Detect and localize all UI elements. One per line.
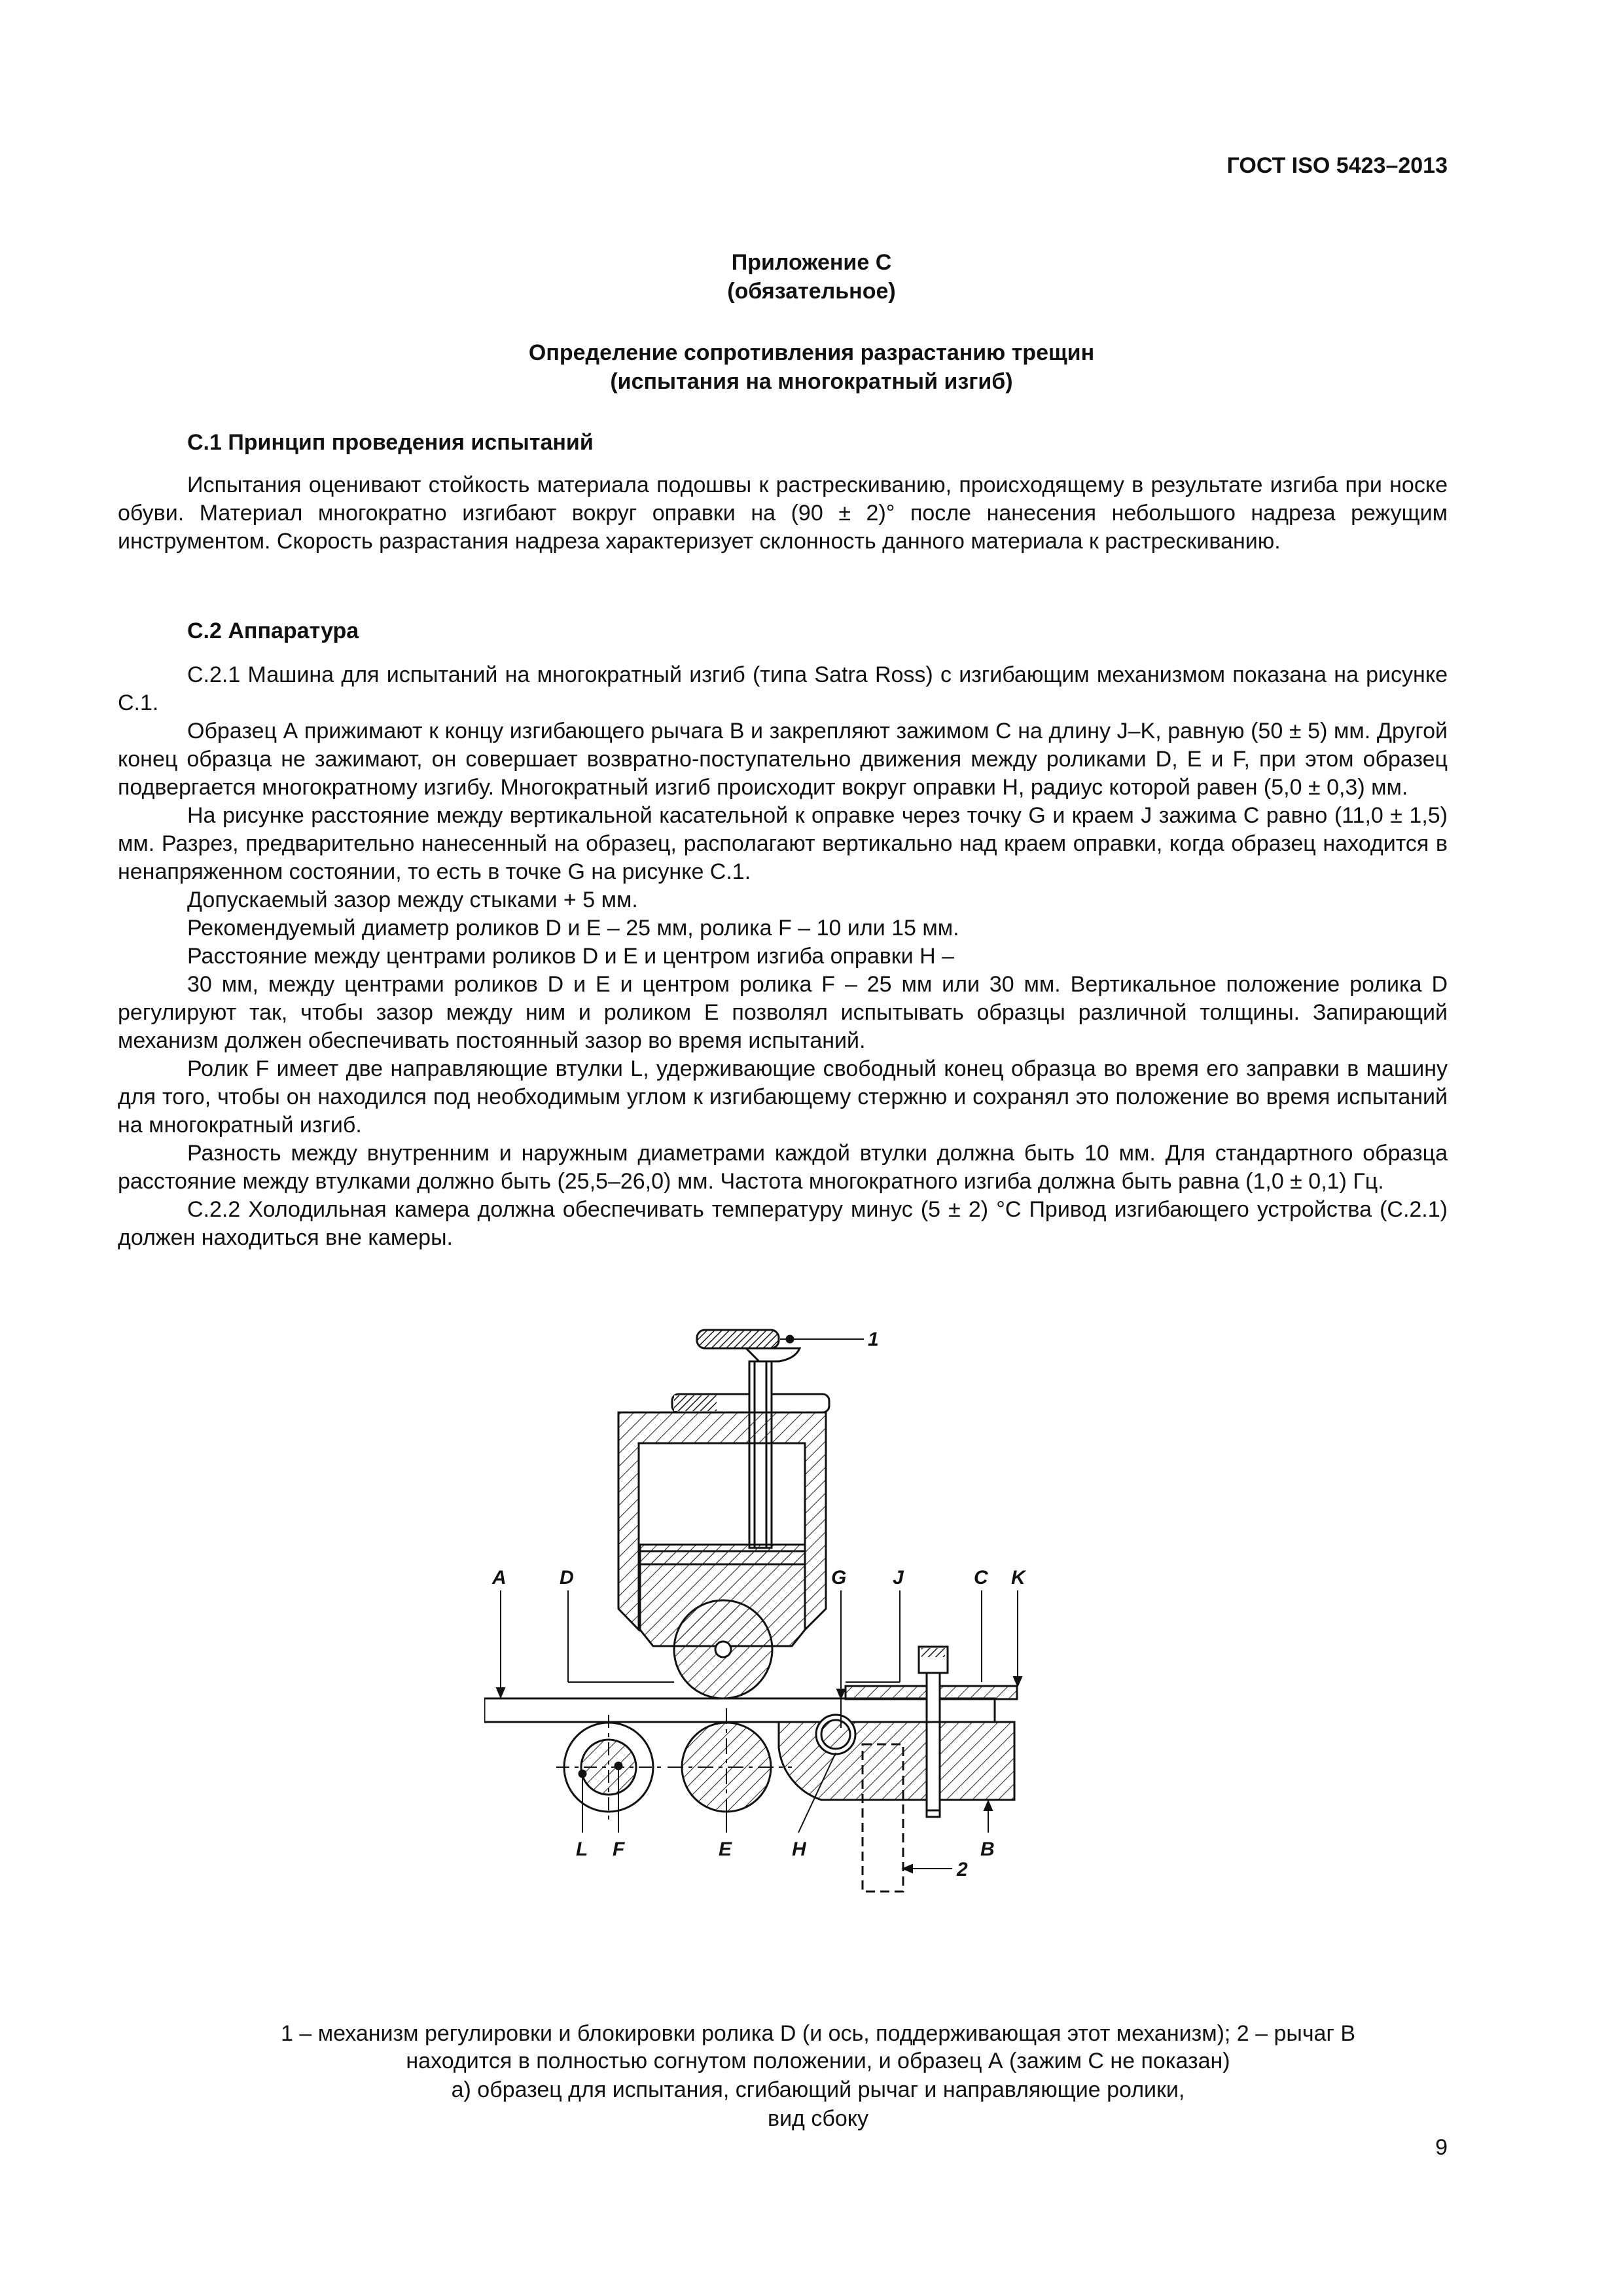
label-c: C [974,1567,988,1588]
section-c1-heading: С.1 Принцип проведения испытаний [187,430,594,455]
label-a: A [492,1567,507,1588]
holder-plate [640,1545,805,1564]
page-number: 9 [1435,2135,1448,2160]
specimen-a [484,1698,995,1722]
paragraph: На рисунке расстояние между вертикальной касательной к оправке через точку G и краем J зажима С равно (11,0 ± 1,5) мм. Разрез, предварительно нанесенный на образец, располагают вертикально над краем оправки, когда образец находится в ненапряженном состоянии, то есть в точке G на рисунке С.1. [118,803,1448,884]
label-2: 2 [957,1859,968,1880]
roller-d-axle [715,1641,731,1657]
paragraph: 30 мм, между центрами роликов D и E и центром ролика F – 25 мм или 30 мм. Вертикальное положение ролика D регулируют так, чтобы зазор между ним и роликом E позволял испытывать образцы различной толщины. Запирающий механизм должен обеспечивать постоянный зазор во время испытаний. [118,972,1448,1053]
paragraph: Испытания оценивают стойкость материала подошвы к растрескиванию, происходящему в результате изгиба при носке обуви. Материал многократно изгибают вокруг оправки на (90 ± 2)° после нанесения небольшого надреза режущим инструментом. Скорость разрастания надреза характеризует склонность данного материала к растрескиванию. [118,473,1448,554]
label-e: E [719,1839,732,1860]
paragraph: Рекомендуемый диаметр роликов D и E – 25 мм, ролика F – 10 или 15 мм. [187,916,959,941]
label-h: H [792,1839,806,1860]
paragraph: С.2.2 Холодильная камера должна обеспечивать температуру минус (5 ± 2) °С Привод изгибающего устройства (С.2.1) должен находиться вне камеры. [118,1197,1448,1250]
paragraph: Разность между внутренним и наружным диаметрами каждой втулки должна быть 10 мм. Для стандартного образца расстояние между втулками должно быть (25,5–26,0) мм. Частота многократного изгиба должна быть равна (1,0 ± 0,1) Гц. [118,1141,1448,1194]
bending-lever [779,1722,1014,1800]
figure-svg [484,1316,1178,1996]
knob-collar [746,1348,800,1361]
paragraph: Образец А прижимают к концу изгибающего рычага В и закрепляют зажимом С на длину J–K, равную (50 ± 5) мм. Другой конец образца не зажимают, он совершает возвратно-поступательно движения между роликами D, E и F, при этом образец подвергается многократному изгибу. Многократный изгиб происходит вокруг оправки Н, радиус которой равен (5,0 ± 0,3) мм. [118,719,1448,800]
label-l: L [576,1839,588,1860]
paragraph: Допускаемый зазор между стыками + 5 мм. [187,888,638,912]
figure-flex-machine-diagram [484,1316,1178,1996]
label-b: B [980,1839,995,1860]
label-j: J [893,1567,904,1588]
paragraph: Ролик F имеет две направляющие втулки L, удерживающие свободный конец образца во время его заправки в машину для того, чтобы он находился под необходимым углом к изгибающему стержню и сохранял это положение во время испытаний на многократный изгиб. [118,1056,1448,1138]
label-f: F [613,1839,625,1860]
label-g: G [831,1567,847,1588]
figure-caption-line-1: 1 – механизм регулировки и блокировки ролика D (и ось, поддерживающая этот механизм); 2 – рычаг В [280,2021,1355,2046]
figure-caption-line-2: находится в полностью согнутом положении, и образец А (зажим С не показан) [406,2049,1230,2073]
annex-subject-line-2: (испытания на многократный изгиб) [610,369,1013,394]
label-d: D [560,1567,574,1588]
label-1: 1 [868,1329,879,1350]
annex-status: (обязательное) [727,279,896,304]
paragraph: С.2.1 Машина для испытаний на многократный изгиб (типа Satra Ross) с изгибающим механизмом показана на рисунке С.1. [118,662,1448,715]
adjust-knob [697,1330,779,1348]
annex-title: Приложение С [731,250,892,275]
document-code: ГОСТ ISO 5423–2013 [1226,153,1448,178]
section-c2-heading: С.2 Аппаратура [187,619,359,643]
section-c1-body [118,471,1448,556]
paragraph: Расстояние между центрами роликов D и E и центром изгиба оправки Н – [187,944,955,969]
figure-caption-line-4: вид сбоку [768,2106,868,2131]
screw-shaft [749,1361,772,1548]
section-c2-body [118,661,1448,1252]
figure-caption-line-3: а) образец для испытания, сгибающий рычаг и направляющие ролики, [451,2077,1185,2102]
annex-subject-line-1: Определение сопротивления разрастанию трещин [528,340,1095,365]
label-k: K [1011,1567,1026,1588]
roller-e [682,1723,771,1812]
